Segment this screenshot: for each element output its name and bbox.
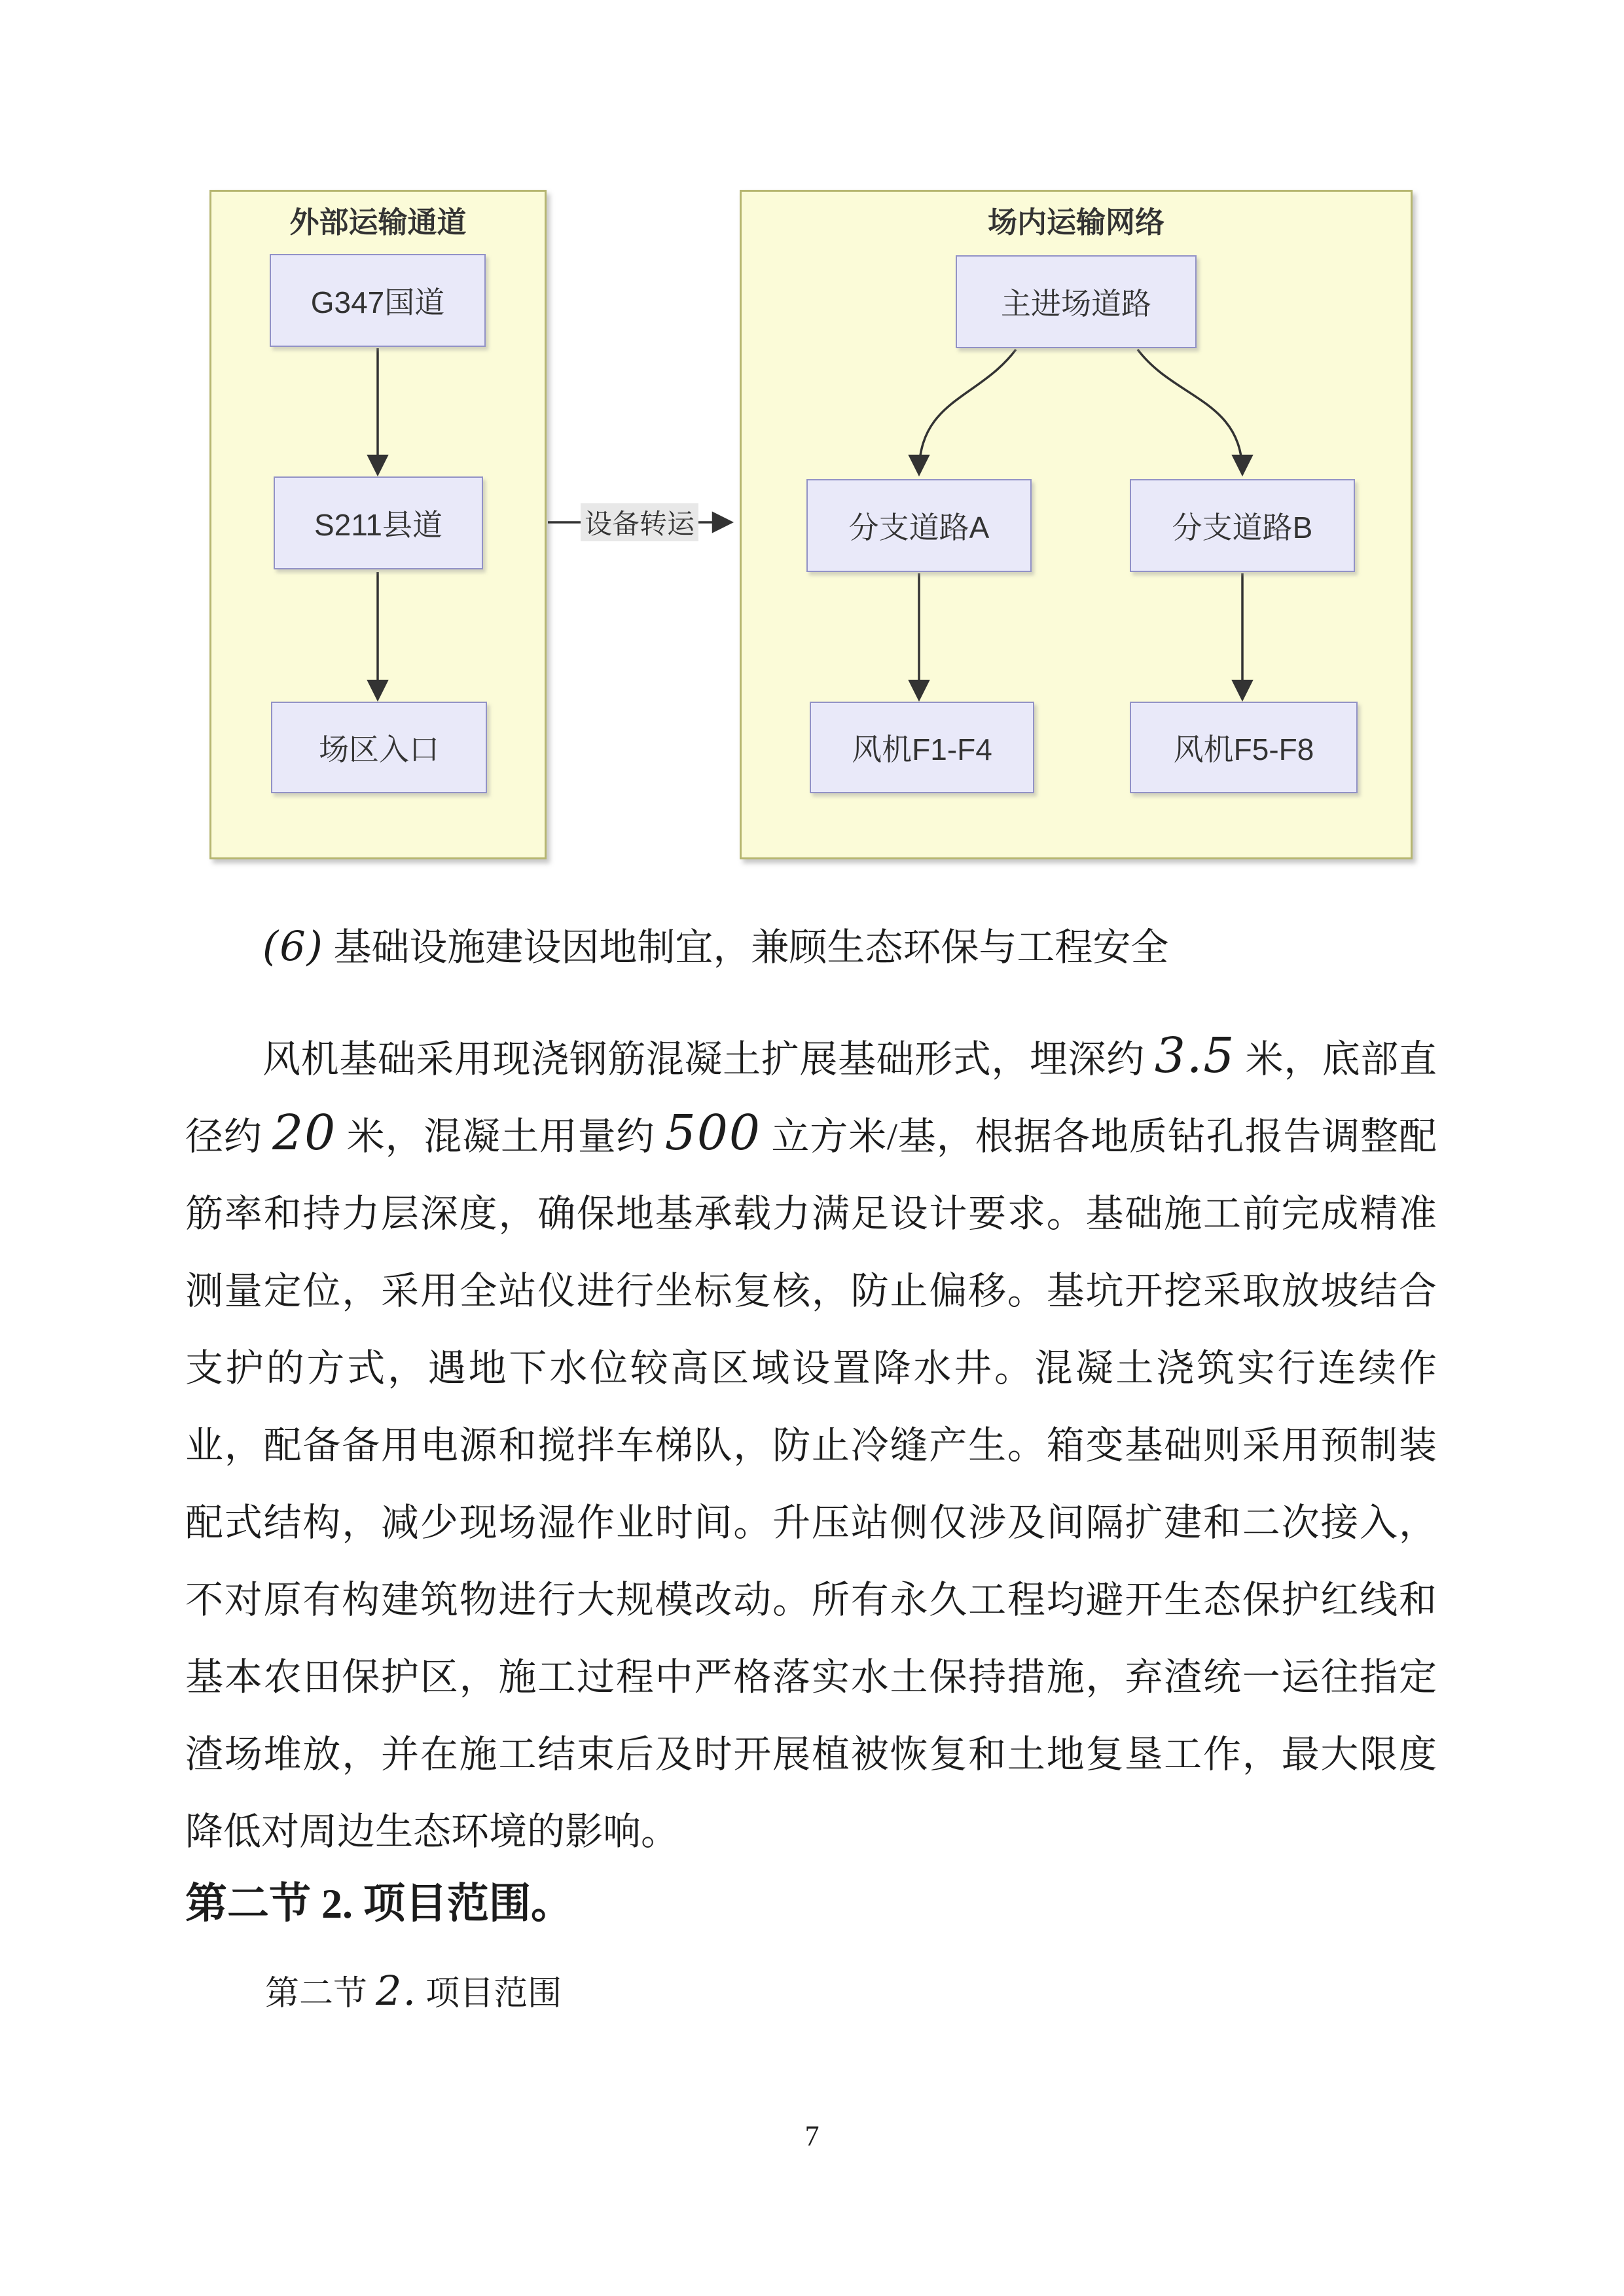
paragraph-line: [185, 1175, 1437, 1253]
text-run: 径约: [185, 1115, 273, 1158]
edge-label-equipment-transfer: 设备转运: [581, 503, 698, 541]
paragraph-line: [185, 1330, 1437, 1407]
text-run: 基本农田保护区，施工过程中严格落实水土保持措施，弃渣统一运往指定: [185, 1656, 1437, 1698]
paragraph-line: [185, 1562, 1437, 1639]
text-run: 项目范围: [417, 1975, 562, 2013]
text-run: 测量定位，采用全站仪进行坐标复核，防止偏移。基坑开挖采取放坡结合: [185, 1270, 1437, 1312]
text-run: 业，配备备用电源和搅拌车梯队，防止冷缝产生。箱变基础则采用预制装: [185, 1424, 1437, 1467]
script-number: 2.: [376, 1967, 418, 2015]
text-run: 不对原有构建筑物进行大规模改动。所有永久工程均避开生态保护红线和: [185, 1579, 1437, 1621]
script-number: (6): [262, 922, 324, 970]
subgraph-title-onsite: 场内运输网络: [987, 206, 1164, 239]
paragraph-line: [185, 1021, 1437, 1098]
node-site-entrance: 场区入口: [271, 702, 487, 793]
paragraph-line: [185, 1639, 1437, 1716]
text-run: 渣场堆放，并在施工结束后及时开展植被恢复和土地复垦工作，最大限度: [185, 1733, 1437, 1776]
text-run: 支护的方式，遇地下水位较高区域设置降水井。混凝土浇筑实行连续作: [185, 1347, 1437, 1390]
text-run: 米，混凝土用量约: [336, 1115, 665, 1158]
paragraph-line: [185, 1407, 1437, 1484]
script-number: 20: [272, 1105, 337, 1161]
node-s211-county-road: S211县道: [274, 476, 483, 569]
node-main-access-road: 主进场道路: [956, 255, 1197, 348]
node-g347-national-road: G347国道: [270, 254, 486, 347]
paragraph-line: [185, 1484, 1437, 1562]
text-run: 米，底部直: [1235, 1038, 1437, 1081]
foundation-paragraph: [185, 1021, 1437, 1871]
arrow-main-to-branch-a: [919, 350, 1016, 473]
item-6-heading: [185, 918, 1437, 978]
text-run: 基础设施建设因地制宜，兼顾生态环保与工程安全: [323, 926, 1169, 969]
paragraph-line: [185, 1098, 1437, 1175]
section-2-heading-sub: [185, 1966, 1437, 2022]
text-run: 风机基础采用现浇钢筋混凝土扩展基础形式，埋深约: [262, 1038, 1155, 1081]
node-branch-road-b: 分支道路B: [1130, 479, 1355, 572]
text-run: 配式结构，减少现场湿作业时间。升压站侧仅涉及间隔扩建和二次接入，: [185, 1501, 1437, 1544]
node-turbines-f1-f4: 风机F1-F4: [810, 702, 1034, 793]
subgraph-title-external: 外部运输通道: [289, 206, 467, 239]
script-number: 500: [664, 1105, 762, 1161]
arrow-main-to-branch-b: [1138, 350, 1242, 473]
paragraph-line: [185, 1793, 1437, 1871]
node-branch-road-a: 分支道路A: [806, 479, 1032, 572]
node-turbines-f5-f8: 风机F5-F8: [1130, 702, 1358, 793]
script-number: 3.5: [1154, 1028, 1236, 1084]
text-run: 筋率和持力层深度，确保地基承载力满足设计要求。基础施工前完成精准: [185, 1193, 1437, 1235]
section-2-heading-bold: 第二节 2. 项目范围。: [185, 1880, 573, 1927]
page-number: 7: [804, 2120, 820, 2152]
text-run: 立方米/基，根据各地质钻孔报告调整配: [761, 1115, 1437, 1158]
text-run: 第二节: [265, 1975, 376, 2013]
text-run: 降低对周边生态环境的影响。: [185, 1810, 679, 1853]
paragraph-line: [185, 1716, 1437, 1793]
paragraph-line: [185, 1253, 1437, 1330]
